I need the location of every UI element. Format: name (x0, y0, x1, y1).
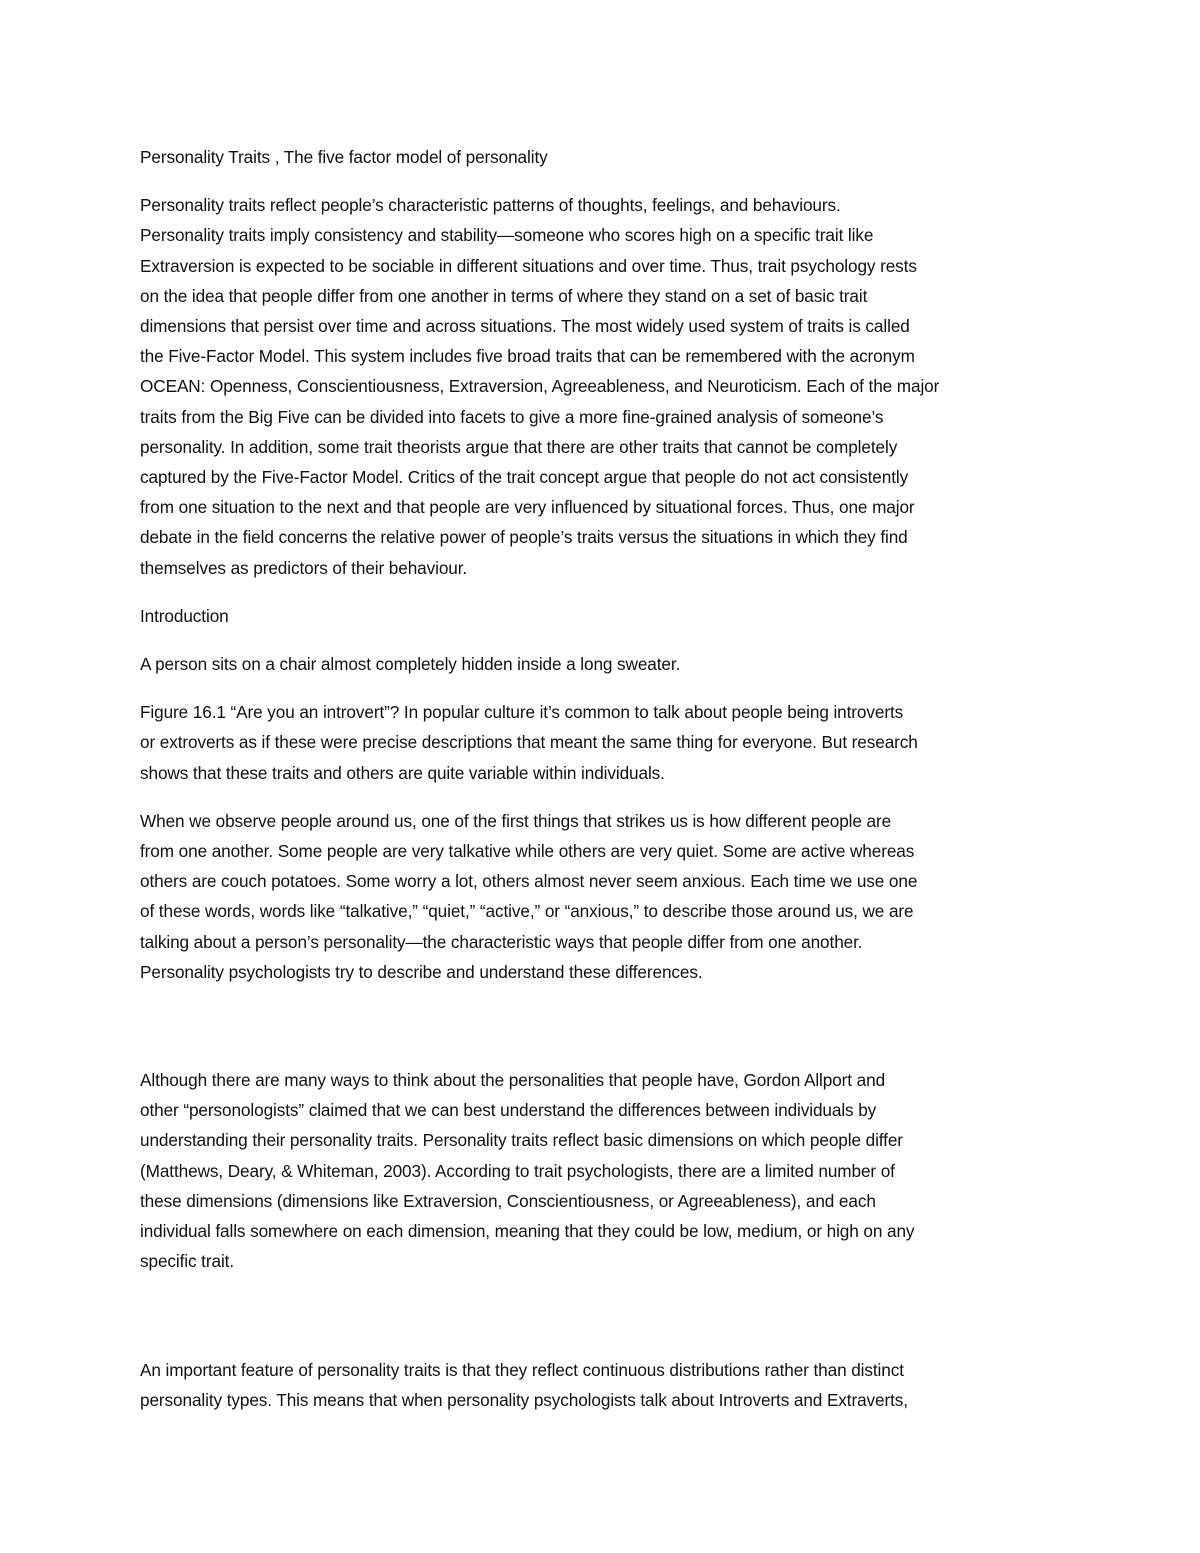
text-line: captured by the Five-Factor Model. Critics of the trait concept argue that people do not act consistently (140, 467, 909, 488)
text-line: Personality psychologists try to describe and understand these differences. (140, 961, 703, 982)
text-line: dimensions that persist over time and across situations. The most widely used system of traits is called (140, 316, 910, 337)
text-line: of these words, words like “talkative,” “quiet,” “active,” or “anxious,” to describe those around us, we are (140, 901, 914, 922)
text-line: Although there are many ways to think about the personalities that people have, Gordon Allport and (140, 1070, 886, 1091)
text-line: the Five-Factor Model. This system includes five broad traits that can be remembered with the acronym (140, 346, 915, 367)
text-line: or extroverts as if these were precise descriptions that meant the same thing for everyone. But research (140, 732, 918, 753)
text-line: shows that these traits and others are quite variable within individuals. (140, 762, 665, 783)
text-line: When we observe people around us, one of the first things that strikes us is how different people are (140, 810, 892, 831)
text-line: understanding their personality traits. Personality traits reflect basic dimensions on which people differ (140, 1130, 903, 1151)
document-body (140, 142, 1056, 1415)
text-line: (Matthews, Deary, & Whiteman, 2003). According to trait psychologists, there are a limited number of (140, 1160, 895, 1181)
text-line: talking about a person’s personality—the characteristic ways that people differ from one another. (140, 931, 863, 952)
text-line: traits from the Big Five can be divided into facets to give a more fine-grained analysis of someone’s (140, 406, 884, 427)
text-line: specific trait. (140, 1251, 235, 1272)
paragraph-observation (140, 806, 1056, 987)
text-line: on the idea that people differ from one another in terms of where they stand on a set of basic trait (140, 285, 868, 306)
text-line: Personality traits reflect people’s characteristic patterns of thoughts, feelings, and behaviours. (140, 195, 841, 216)
text-line: from one another. Some people are very talkative while others are very quiet. Some are active whereas (140, 841, 915, 862)
section-heading-introduction (140, 601, 1056, 631)
text-line: OCEAN: Openness, Conscientiousness, Extraversion, Agreeableness, and Neuroticism. Each of the major (140, 376, 940, 397)
figure-caption (140, 697, 1056, 788)
text-line: A person sits on a chair almost completely hidden inside a long sweater. (140, 654, 681, 675)
text-line: personality. In addition, some trait theorists argue that there are other traits that cannot be completely (140, 436, 898, 457)
paragraph-continuous-distributions (140, 1355, 1056, 1415)
text-line: individual falls somewhere on each dimension, meaning that they could be low, medium, or high on any (140, 1221, 915, 1242)
text-line: debate in the field concerns the relative power of people’s traits versus the situations in which they find (140, 527, 908, 548)
text-line: An important feature of personality traits is that they reflect continuous distributions rather than distinct (140, 1359, 904, 1380)
text-line: personality types. This means that when personality psychologists talk about Introverts and Extraverts, (140, 1389, 908, 1410)
text-line: other “personologists” claimed that we can best understand the differences between individuals by (140, 1100, 877, 1121)
text-line: from one situation to the next and that people are very influenced by situational forces. Thus, one major (140, 497, 915, 518)
text-line: Figure 16.1 “Are you an introvert”? In popular culture it’s common to talk about people being introverts (140, 702, 904, 723)
text-line: themselves as predictors of their behaviour. (140, 557, 468, 578)
text-line: others are couch potatoes. Some worry a lot, others almost never seem anxious. Each time we use one (140, 871, 918, 892)
text-line: these dimensions (dimensions like Extraversion, Conscientiousness, or Agreeableness), and each (140, 1190, 876, 1211)
image-alt-text (140, 649, 1056, 679)
document-title: Personality Traits , The five factor model of personality (140, 147, 548, 167)
paragraph-allport (140, 1065, 1056, 1276)
text-line: Introduction (140, 605, 229, 626)
text-line: Personality traits imply consistency and stability—someone who scores high on a specific trait like (140, 225, 874, 246)
paragraph-summary (140, 190, 1056, 583)
text-line: Extraversion is expected to be sociable in different situations and over time. Thus, trait psychology rests (140, 255, 917, 276)
